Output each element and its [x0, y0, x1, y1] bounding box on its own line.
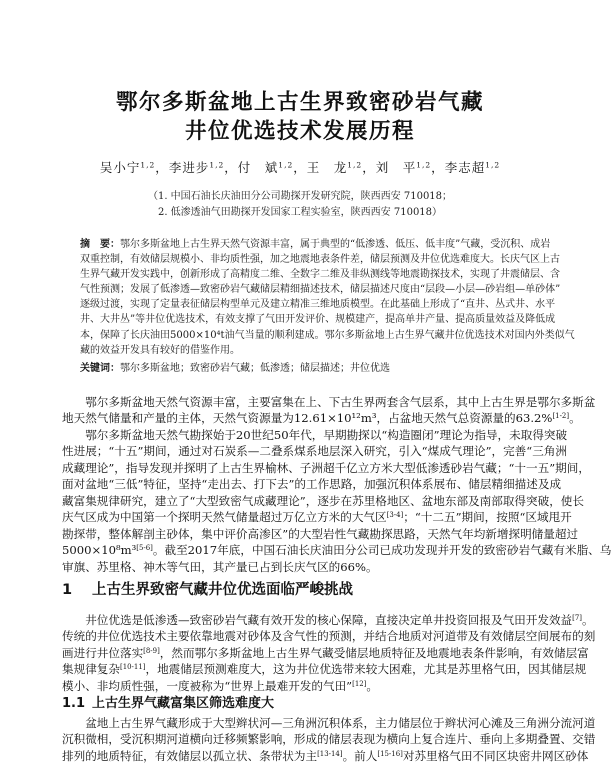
text-run: 藏富集规律研究，建立了“大型致密气成藏理论”，逐步在苏里格地区、盆地东部及南部取得突破，使长 — [62, 493, 584, 508]
body-line — [62, 509, 572, 526]
body-line — [62, 715, 596, 732]
abstract-text: 井、大井丛”等井位优选技术，有效支撑了气田开发评价、规模建产，提高单井产量、提高质量效益及降低成 — [80, 314, 556, 326]
body-line — [62, 460, 590, 477]
author-name: 王 龙 — [306, 160, 348, 175]
abstract-line — [80, 328, 575, 343]
body-line — [62, 628, 596, 645]
author-name: 付 斌 — [237, 160, 279, 175]
citation-ref: [8-9] — [143, 646, 160, 655]
author-name: 李志超 — [444, 160, 486, 175]
section-heading — [62, 579, 545, 601]
abstract-line — [80, 312, 556, 327]
text-run: 庆气区成为中国第一个探明天然气储量超过万亿立方米的大气区 — [62, 510, 387, 525]
author-separator: ， — [155, 160, 169, 175]
citation-ref: [7] — [572, 613, 582, 622]
keywords-label: 关键词： — [80, 363, 120, 374]
body-line — [62, 476, 562, 493]
affiliations — [0, 189, 600, 220]
text-run: 井位优选是低渗透—致密砂岩气藏有效开发的核心保障，直接决定单井投资回报及气田开发效益 — [85, 612, 573, 627]
author-name: 李进步 — [168, 160, 210, 175]
abstract-line — [80, 252, 560, 267]
body-line — [62, 678, 545, 695]
citation-ref: [12] — [352, 679, 367, 688]
body-line — [62, 748, 589, 765]
body-line — [62, 559, 545, 576]
abstract-text: 逐级过渡，实现了定量表征储层构型单元及建立精准三维地质模型。在此基础上形成了“直井、丛式井、水平 — [80, 299, 556, 311]
abstract-text: 鄂尔多斯盆地上古生界天然气资源丰富，属于典型的“低渗透、低压、低丰度”气藏，受沉积、成岩 — [120, 238, 551, 250]
affiliation-1: （1. 中国石油长庆油田分公司勘探开发研究院，陕西西安 710018； — [147, 191, 453, 202]
body-line — [62, 612, 594, 629]
author-name: 刘 平 — [375, 160, 417, 175]
text-run: 。 — [582, 612, 594, 627]
heading-text: 上古生界致密气藏井位优选面临严峻挑战 — [92, 582, 353, 599]
author-affiliation-mark: 1,2 — [347, 160, 363, 170]
author-affiliation-mark: 1,2 — [140, 160, 156, 170]
text-run: ；“十二五”期间，按照“区域甩开 — [403, 510, 572, 525]
text-run: 。 — [366, 678, 378, 693]
abstract-text: 藏的效益开发具有较好的借鉴作用。 — [80, 344, 240, 356]
citation-ref: [10-11] — [119, 663, 146, 672]
text-run: 画进行井位落实 — [62, 645, 144, 660]
author-affiliation-mark: 1,2 — [485, 160, 501, 170]
text-run: 5000×10⁸m³ — [62, 543, 137, 558]
author-separator: ， — [293, 160, 307, 175]
body-line — [62, 394, 596, 411]
author-separator: ， — [431, 160, 445, 175]
text-run: 面对盆地“三低”特征，坚持“走出去、打下去”的工作思路，加强沉积体系展布、储层精细描述及成 — [62, 477, 562, 492]
body-line — [62, 443, 567, 460]
body-text — [62, 394, 611, 765]
body-line — [62, 645, 589, 662]
heading-number: 1.1 — [62, 696, 86, 712]
author-separator: ， — [224, 160, 238, 175]
author-list — [0, 159, 600, 177]
abstract-text: 生界气藏开发实践中，创新形成了高精度二维、全数字二维及非纵测线等地震勘探技术，实现了井震储层、含 — [80, 268, 560, 280]
subsection-heading — [62, 694, 545, 714]
abstract-line — [80, 343, 528, 358]
abstract — [80, 237, 575, 359]
body-line — [62, 731, 596, 748]
author-affiliation-mark: 1,2 — [416, 160, 432, 170]
text-run: 排列的地质特征，有效储层以孤立状、条带状为主 — [62, 748, 318, 763]
text-run: 鄂尔多斯盆地天然气资源丰富，主要富集在上、下古生界两套含气层系，其中上古生界是鄂尔多斯盆 — [85, 394, 596, 409]
paper-title — [0, 88, 600, 146]
title-line-1: 鄂尔多斯盆地上古生界致密砂岩气藏 — [115, 90, 484, 115]
text-run: 成藏理论”，指导发现并探明了上古生界榆林、子洲超千亿立方米大型低渗透砂岩气藏；“十一五”期间， — [62, 460, 590, 475]
author-affiliation-mark: 1,2 — [209, 160, 225, 170]
keywords-text: 鄂尔多斯盆地；致密砂岩气藏；低渗透；储层描述；井位优选 — [120, 363, 390, 374]
heading-text: 上古生界气藏富集区筛选难度大 — [92, 696, 275, 712]
text-run: ，然而鄂尔多斯盆地上古生界气藏受储层地质特征及地震地表条件影响，有效储层富 — [159, 645, 589, 660]
body-line — [62, 493, 584, 510]
body-line — [62, 427, 568, 444]
text-run: 集规律复杂 — [62, 662, 120, 677]
abstract-line — [80, 297, 556, 312]
citation-ref: [15-16] — [377, 749, 403, 758]
body-line — [62, 542, 611, 559]
text-run: 审旗、苏里格、神木等气田，其产量已占到长庆气区的66%。 — [62, 559, 378, 574]
text-run: 。截至2017年底，中国石油长庆油田分公司已成功发现并开发的致密砂岩气藏有米脂、乌 — [152, 543, 611, 558]
heading-number: 1 — [62, 582, 73, 599]
text-run: 鄂尔多斯盆地天然气勘探始于20世纪50年代，早期勘探以“构造圈闭”理论为指导，未取得突破 — [85, 427, 568, 442]
keywords — [80, 361, 528, 376]
title-line-2: 井位优选技术发展历程 — [184, 119, 415, 144]
abstract-text: 双重控制，有效储层规模小、非均质性强，加之地震地表条件差，储层预测及井位优选难度大。长庆气区上古 — [80, 253, 560, 265]
abstract-line — [80, 237, 551, 252]
text-run: 。前人 — [342, 748, 378, 763]
citation-ref: [1-2] — [552, 412, 570, 421]
text-run: 盆地上古生界气藏形成于大型辫状河—三角洲沉积体系，主力储层位于辫状河心滩及三角洲分流河道 — [85, 715, 596, 730]
abstract-text: 本，保障了长庆油田5000×10⁴t油气当量的顺利建成。鄂尔多斯盆地上古生界气藏井位优选技术对国内外类似气 — [80, 329, 575, 341]
text-run: 勘探带，整体解剖主砂体，集中评价高渗区”的大型岩性气藏勘探思路，天然气年均新增探明储量超过 — [62, 526, 579, 541]
text-run: 。 — [569, 411, 581, 426]
text-run: 传统的井位优选技术主要依靠地震对砂体及含气性的预测，并结合地质对河道带及有效储层空间展布的刻 — [62, 629, 596, 644]
citation-ref: [13-14] — [317, 749, 343, 758]
affiliation-2: 2. 低渗透油气田勘探开发国家工程实验室，陕西西安 710018） — [157, 206, 443, 218]
abstract-label: 摘 要： — [80, 238, 120, 250]
abstract-line — [80, 267, 560, 282]
citation-ref: [3-4] — [386, 511, 404, 520]
text-run: 模小、非均质性强，一度被称为“世界上最难开发的气田” — [62, 678, 353, 693]
text-run: 沉积微相，受沉积期河道横向迁移频繁影响，形成的储层表现为横向上复合连片、垂向上多期叠置、交错 — [62, 732, 596, 747]
author-name: 吴小宁 — [99, 160, 141, 175]
abstract-line — [80, 282, 561, 297]
text-run: ，地震储层预测难度大，这为井位优选带来较大困难，尤其是苏里格气田，因其储层规 — [145, 662, 587, 677]
author-separator: ， — [362, 160, 376, 175]
text-run: 性进展；“十五”期间，通过对石炭系—二叠系煤系地层深入研究，引入“煤成气理论”，完善“三角洲 — [62, 444, 567, 459]
abstract-text: 气性预测；发展了低渗透—致密砂岩气藏储层精细描述技术，储层描述尺度由“层段—小层—砂岩组—单砂体” — [80, 284, 561, 296]
author-affiliation-mark: 1,2 — [278, 160, 294, 170]
text-run: 地天然气储量和产量的主体，天然气资源量为12.61×10¹²m³，占盆地天然气总资源量的63.2% — [62, 411, 553, 426]
citation-ref: [5-6] — [136, 544, 153, 553]
body-line — [62, 410, 581, 427]
text-run: 对苏里格气田不同区块密井网区砂体 — [402, 748, 589, 763]
body-line — [62, 526, 579, 543]
body-line — [62, 661, 587, 678]
